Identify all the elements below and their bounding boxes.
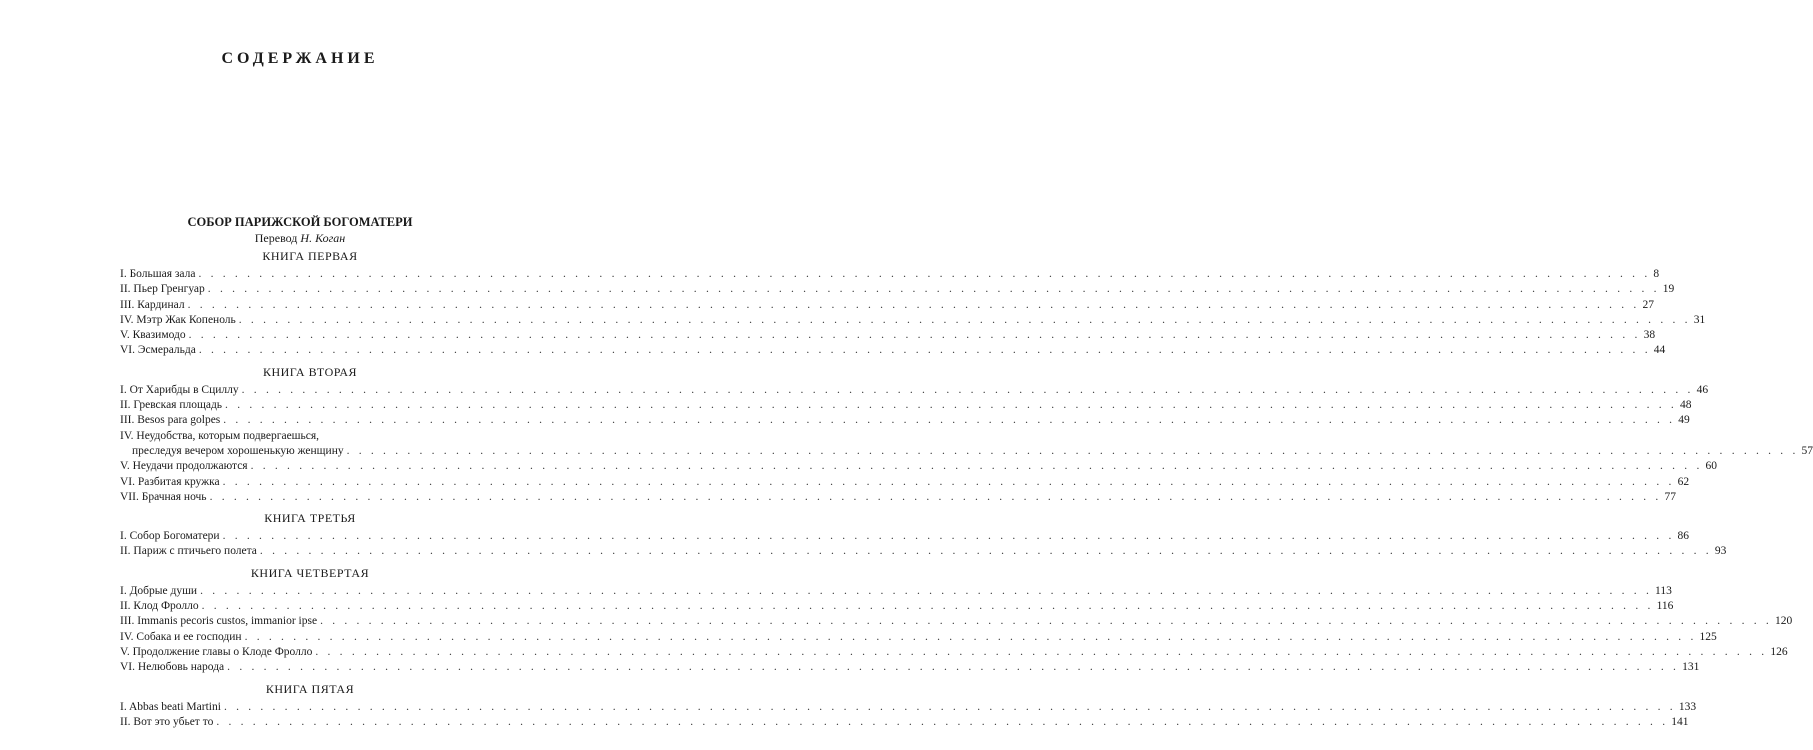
leader-dots: . . . . . . . . . . . . . . . . . . . . . . . . . . . . . . . . . . . . . . . . . . . . . . . . . . . . . . . . . . . . . . . . . . . . . . . . . . . . . . . . . . . . . . . . . . . . . . . . . . . . . . . . . . . . . . . . . . . . . . . .: [209, 490, 1662, 503]
book-heading: КНИГА ВТОРАЯ: [262, 364, 358, 379]
toc-entry-label: II. Вот это убьет то: [120, 715, 214, 728]
toc-entry[interactable]: [120, 584, 1672, 599]
toc-entry[interactable]: [120, 459, 1718, 474]
leader-dots: . . . . . . . . . . . . . . . . . . . . . . . . . . . . . . . . . . . . . . . . . . . . . . . . . . . . . . . . . . . . . . . . . . . . . . . . . . . . . . . . . . . . . . . . . . . . . . . . . . . . . . . . . . . . . . . . . . . . . . . .: [201, 600, 1654, 613]
book-heading: КНИГА ПЯТАЯ: [265, 681, 355, 696]
toc-entry-label: VI. Эсмеральда: [120, 344, 196, 357]
leader-dots: . . . . . . . . . . . . . . . . . . . . . . . . . . . . . . . . . . . . . . . . . . . . . . . . . . . . . . . . . . . . . . . . . . . . . . . . . . . . . . . . . . . . . . . . . . . . . . . . . . . . . . . . . . . . . . . . . . . . . . . .: [222, 475, 1675, 488]
toc-entry-label: V. Квазимодо: [120, 329, 186, 342]
toc-entry-label: VI. Разбитая кружка: [120, 475, 220, 488]
toc-entry-label: преследуя вечером хорошенькую женщину: [132, 444, 344, 457]
toc-page-number: 38: [1643, 329, 1656, 342]
toc-entry-label: VI. Нелюбовь народа: [120, 661, 225, 674]
toc-entry[interactable]: [120, 614, 1793, 629]
leader-dots: . . . . . . . . . . . . . . . . . . . . . . . . . . . . . . . . . . . . . . . . . . . . . . . . . . . . . . . . . . . . . . . . . . . . . . . . . . . . . . . . . . . . . . . . . . . . . . . . . . . . . . . . . . . . . . . . . . . . . . . .: [241, 383, 1694, 396]
toc-page-number: 116: [1656, 600, 1674, 613]
toc-entry-label: VII. Брачная ночь: [120, 490, 207, 503]
toc-page-number: 113: [1655, 584, 1672, 597]
leader-dots: . . . . . . . . . . . . . . . . . . . . . . . . . . . . . . . . . . . . . . . . . . . . . . . . . . . . . . . . . . . . . . . . . . . . . . . . . . . . . . . . . . . . . . . . . . . . . . . . . . . . . . . . . . . . . . . . . . . . . . . .: [200, 584, 1653, 597]
toc-page-number: 86: [1677, 530, 1690, 543]
toc-page-number: 8: [1653, 268, 1660, 280]
toc-entry-label: III. Кардинал: [120, 298, 185, 311]
leader-dots: . . . . . . . . . . . . . . . . . . . . . . . . . . . . . . . . . . . . . . . . . . . . . . . . . . . . . . . . . . . . . . . . . . . . . . . . . . . . . . . . . . . . . . . . . . . . . . . . . . . . . . . . . . . . . . . . . . . . . . . .: [250, 460, 1703, 473]
leader-dots: . . . . . . . . . . . . . . . . . . . . . . . . . . . . . . . . . . . . . . . . . . . . . . . . . . . . . . . . . . . . . . . . . . . . . . . . . . . . . . . . . . . . . . . . . . . . . . . . . . . . . . . . . . . . . . . . . . . . . . . .: [225, 399, 1677, 412]
toc-entry-line: [120, 444, 1813, 459]
toc-entry[interactable]: [120, 383, 1709, 398]
toc-entry[interactable]: [120, 630, 1717, 645]
toc-entry-label: V. Продолжение главы о Клоде Фролло: [120, 645, 313, 658]
toc-entry[interactable]: [120, 490, 1676, 505]
toc-entry-label: IV. Мэтр Жак Копеноль: [120, 313, 236, 326]
toc-entry[interactable]: [120, 700, 1697, 715]
translator-prefix: Перевод: [254, 231, 298, 245]
toc-page-number: 133: [1678, 700, 1697, 713]
toc-entry-label: II. Париж с птичьего полета: [120, 545, 257, 558]
book-heading: КНИГА ЧЕТВЕРТАЯ: [250, 565, 370, 580]
book-heading: КНИГА ПЕРВАЯ: [262, 249, 358, 263]
leader-dots: . . . . . . . . . . . . . . . . . . . . . . . . . . . . . . . . . . . . . . . . . . . . . . . . . . . . . . . . . . . . . . . . . . . . . . . . . . . . . . . . . . . . . . . . . . . . . . . . . . . . . . . . . . . . . . . . . . . . . . . .: [223, 414, 1676, 427]
toc-entry-label: II. Пьер Гренгуар: [120, 283, 205, 296]
toc-entry-label: II. Гревская площадь: [120, 399, 223, 412]
toc-page-number: 60: [1705, 460, 1718, 473]
leader-dots: . . . . . . . . . . . . . . . . . . . . . . . . . . . . . . . . . . . . . . . . . . . . . . . . . . . . . . . . . . . . . . . . . . . . . . . . . . . . . . . . . . . . . . . . . . . . . . . . . . . . . . . . . . . . . . . . . . . . . . . .: [320, 615, 1772, 628]
leader-dots: . . . . . . . . . . . . . . . . . . . . . . . . . . . . . . . . . . . . . . . . . . . . . . . . . . . . . . . . . . . . . . . . . . . . . . . . . . . . . . . . . . . . . . . . . . . . . . . . . . . . . . . . . . . . . . . . . . . . . . . .: [198, 268, 1651, 280]
leader-dots: . . . . . . . . . . . . . . . . . . . . . . . . . . . . . . . . . . . . . . . . . . . . . . . . . . . . . . . . . . . . . . . . . . . . . . . . . . . . . . . . . . . . . . . . . . . . . . . . . . . . . . . . . . . . . . . . . . . . . . . .: [238, 313, 1691, 326]
leader-dots: . . . . . . . . . . . . . . . . . . . . . . . . . . . . . . . . . . . . . . . . . . . . . . . . . . . . . . . . . . . . . . . . . . . . . . . . . . . . . . . . . . . . . . . . . . . . . . . . . . . . . . . . . . . . . . . . . . . . . . . .: [216, 715, 1669, 728]
toc-entry-label: V. Неудачи продолжаются: [120, 460, 248, 473]
leader-dots: . . . . . . . . . . . . . . . . . . . . . . . . . . . . . . . . . . . . . . . . . . . . . . . . . . . . . . . . . . . . . . . . . . . . . . . . . . . . . . . . . . . . . . . . . . . . . . . . . . . . . . . . . . . . . . . . . . . . . . . .: [187, 298, 1640, 311]
toc-page-number: 62: [1677, 475, 1690, 488]
toc-page-number: 77: [1664, 490, 1676, 503]
toc-entry[interactable]: [120, 544, 1727, 559]
leader-dots: . . . . . . . . . . . . . . . . . . . . . . . . . . . . . . . . . . . . . . . . . . . . . . . . . . . . . . . . . . . . . . . . . . . . . . . . . . . . . . . . . . . . . . . . . . . . . . . . . . . . . . . . . . . . . . . . . . . . . . . .: [207, 283, 1660, 296]
toc-entry[interactable]: [120, 313, 1706, 328]
toc-entry[interactable]: [120, 660, 1700, 675]
toc-page-number: 31: [1693, 313, 1706, 326]
leader-dots: . . . . . . . . . . . . . . . . . . . . . . . . . . . . . . . . . . . . . . . . . . . . . . . . . . . . . . . . . . . . . . . . . . . . . . . . . . . . . . . . . . . . . . . . . . . . . . . . . . . . . . . . . . . . . . . . . . . . . . . .: [244, 630, 1697, 643]
page-title: СОДЕРЖАНИЕ: [221, 50, 379, 67]
toc-entry[interactable]: [120, 282, 1675, 297]
toc-page-number: 126: [1770, 645, 1788, 658]
book-heading: КНИГА ТРЕТЬЯ: [264, 511, 356, 526]
toc-page-number: 120: [1775, 615, 1793, 628]
toc-page-number: 141: [1671, 715, 1689, 728]
toc-page-number: 131: [1682, 661, 1700, 674]
toc-page-number: 57: [1801, 444, 1813, 457]
leader-dots: . . . . . . . . . . . . . . . . . . . . . . . . . . . . . . . . . . . . . . . . . . . . . . . . . . . . . . . . . . . . . . . . . . . . . . . . . . . . . . . . . . . . . . . . . . . . . . . . . . . . . . . . . . . . . . . . . . . . . . . .: [223, 700, 1676, 713]
leader-dots: . . . . . . . . . . . . . . . . . . . . . . . . . . . . . . . . . . . . . . . . . . . . . . . . . . . . . . . . . . . . . . . . . . . . . . . . . . . . . . . . . . . . . . . . . . . . . . . . . . . . . . . . . . . . . . . . . . . . . . . .: [198, 344, 1651, 357]
toc-entry[interactable]: [120, 328, 1656, 343]
toc-page-number: 49: [1678, 414, 1690, 427]
toc-page-number: 27: [1642, 298, 1655, 311]
toc-entry-label: I. Добрые души: [120, 584, 198, 597]
toc-entry-label-first: IV. Неудобства, которым подвергаешься,: [120, 429, 320, 442]
toc-entry[interactable]: [120, 298, 1655, 313]
toc-entry-label: I. От Харибды в Сциллу: [120, 383, 239, 396]
leader-dots: . . . . . . . . . . . . . . . . . . . . . . . . . . . . . . . . . . . . . . . . . . . . . . . . . . . . . . . . . . . . . . . . . . . . . . . . . . . . . . . . . . . . . . . . . . . . . . . . . . . . . . . . . . . . . . . . . . . . . . . .: [259, 545, 1712, 558]
toc-entry[interactable]: [120, 398, 1692, 413]
toc-entry[interactable]: [120, 413, 1690, 428]
translator-line: [0, 231, 600, 246]
toc-entry-label: I. Большая зала: [120, 268, 196, 280]
work-title: СОБОР ПАРИЖСКОЙ БОГОМАТЕРИ: [187, 215, 413, 229]
table-of-contents: [120, 249, 1813, 730]
toc-page-number: 48: [1679, 399, 1692, 412]
leader-dots: . . . . . . . . . . . . . . . . . . . . . . . . . . . . . . . . . . . . . . . . . . . . . . . . . . . . . . . . . . . . . . . . . . . . . . . . . . . . . . . . . . . . . . . . . . . . . . . . . . . . . . . . . . . . . . . . . . . . . . . .: [222, 530, 1675, 543]
leader-dots: . . . . . . . . . . . . . . . . . . . . . . . . . . . . . . . . . . . . . . . . . . . . . . . . . . . . . . . . . . . . . . . . . . . . . . . . . . . . . . . . . . . . . . . . . . . . . . . . . . . . . . . . . . . . . . . . . . . . . . . .: [315, 645, 1768, 658]
toc-entry-label: III. Immanis pecoris custos, immanior ipse: [120, 615, 318, 628]
leader-dots: . . . . . . . . . . . . . . . . . . . . . . . . . . . . . . . . . . . . . . . . . . . . . . . . . . . . . . . . . . . . . . . . . . . . . . . . . . . . . . . . . . . . . . . . . . . . . . . . . . . . . . . . . . . . . . . . . . . . . . . .: [227, 661, 1680, 674]
toc-entry-label: II. Клод Фролло: [120, 600, 199, 613]
toc-page-number: 46: [1696, 383, 1709, 396]
toc-page-number: 44: [1653, 344, 1666, 357]
toc-entry-label: IV. Собака и ее господин: [120, 630, 242, 643]
leader-dots: . . . . . . . . . . . . . . . . . . . . . . . . . . . . . . . . . . . . . . . . . . . . . . . . . . . . . . . . . . . . . . . . . . . . . . . . . . . . . . . . . . . . . . . . . . . . . . . . . . . . . . . . . . . . . . . . . . . . . . . .: [188, 329, 1641, 342]
leader-dots: . . . . . . . . . . . . . . . . . . . . . . . . . . . . . . . . . . . . . . . . . . . . . . . . . . . . . . . . . . . . . . . . . . . . . . . . . . . . . . . . . . . . . . . . . . . . . . . . . . . . . . . . . . . . . . . . . . . . . . . .: [346, 444, 1799, 457]
toc-entry[interactable]: [120, 429, 1813, 460]
toc-page-number: 125: [1699, 630, 1717, 643]
toc-entry[interactable]: [120, 529, 1690, 544]
translator-name: Н. Коган: [300, 231, 346, 245]
toc-entry[interactable]: [120, 715, 1689, 730]
toc-entry[interactable]: [120, 267, 1660, 282]
toc-entry[interactable]: [120, 599, 1674, 614]
toc-entry-label: III. Besos para golpes: [120, 414, 221, 427]
toc-entry[interactable]: [120, 645, 1788, 660]
toc-page-number: 93: [1714, 545, 1727, 558]
toc-page-number: 19: [1662, 283, 1675, 296]
toc-entry[interactable]: [120, 475, 1690, 490]
toc-entry-label: I. Собор Богоматери: [120, 530, 220, 543]
toc-entry-label: I. Abbas beati Martini: [120, 700, 221, 713]
toc-entry[interactable]: [120, 343, 1666, 358]
